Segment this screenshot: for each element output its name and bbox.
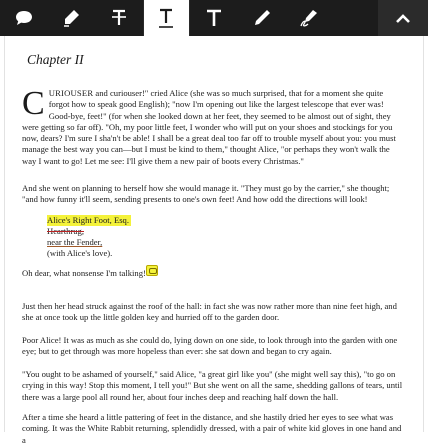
marker-icon	[61, 8, 81, 28]
text-icon	[204, 8, 224, 28]
paragraph: After a time she heard a little pattering of feet in the distance, and she hastily dried her eyes to see what was coming. It was the White Rabbit returning, splendidly dressed, with a pair of white kid gloves in one hand and a	[22, 412, 402, 445]
paragraph: "You ought to be ashamed of yourself," said Alice, "a great girl like you" (she might well say this), "to go on crying in this way! Stop this moment, I tell you!" But she went on all the same, shedding gallons of tears, until there was a large pool all round her, about four inches deep and reaching half down the hall.	[22, 369, 403, 402]
chevron-up-icon	[395, 12, 411, 24]
paragraph	[22, 85, 406, 167]
address-line: (with Alice's love).	[47, 248, 113, 258]
signature-tool-button[interactable]	[285, 0, 333, 36]
underline-tool-button[interactable]	[143, 0, 191, 36]
address-block	[47, 215, 131, 259]
drop-cap: C	[22, 85, 45, 122]
paragraph: Poor Alice! It was as much as she could do, lying down on one side, to look through into the garden with one eye; but to get through was more hopeless than ever: she sat down and began to cry again.	[22, 335, 398, 357]
text-tool-button[interactable]	[190, 0, 238, 36]
strikethrough-tool-button[interactable]	[95, 0, 143, 36]
signature-pen-icon	[298, 8, 320, 28]
page-edge-left	[4, 36, 5, 432]
underlined-line[interactable]: near the Fender,	[47, 237, 103, 247]
pen-tool-button[interactable]	[238, 0, 286, 36]
pen-icon	[252, 8, 272, 28]
sticky-note-icon[interactable]	[146, 265, 158, 276]
book-page	[0, 36, 428, 445]
speech-bubble-icon	[14, 9, 34, 27]
annotation-toolbar	[0, 0, 428, 36]
paragraph: Just then her head struck against the roof of the hall: in fact she was now rather more than nine feet high, and she at once took up the little golden key and hurried off to the garden door.	[22, 301, 397, 323]
paragraph-lead: URIOUSER	[48, 88, 94, 98]
page-edge-right	[423, 36, 424, 432]
highlight-tool-button[interactable]	[48, 0, 96, 36]
underline-text-icon	[156, 7, 176, 29]
highlighted-line[interactable]: Alice's Right Foot, Esq.	[47, 215, 129, 225]
chapter-title: Chapter II	[27, 52, 84, 67]
paragraph: Oh dear, what nonsense I'm talking!	[22, 268, 146, 278]
comment-tool-button[interactable]	[0, 0, 48, 36]
strikethrough-icon	[109, 8, 129, 28]
paragraph-text: and curiouser!" cried Alice (she was so much surprised, that for a moment she quite forgot how to speak good English); "now I'm opening out like the largest telescope that ever was! Good-bye, feet!" (for when she looked down at her feet, they seemed to be almost out of sight, they were getting so far off). "Oh, my poor little feet, I wonder who will put on your shoes and stockings for you now, dears? I'm sure I sha'n't be able! I shall be a great deal too far off to trouble myself about you: you must manage the best way you can—but I must be kind to them," thought Alice, "or perhaps they won't walk the way I want to go! Let me see: I'll give them a new pair of boots every Christmas."	[22, 88, 396, 166]
collapse-toolbar-button[interactable]	[378, 0, 428, 36]
paragraph: And she went on planning to herself how she would manage it. "They must go by the carrier," she thought; "and how funny it'll seem, sending presents to one's own feet! And how odd the directions will look!	[22, 183, 390, 205]
strikethrough-line[interactable]: Hearthrug,	[47, 226, 84, 236]
